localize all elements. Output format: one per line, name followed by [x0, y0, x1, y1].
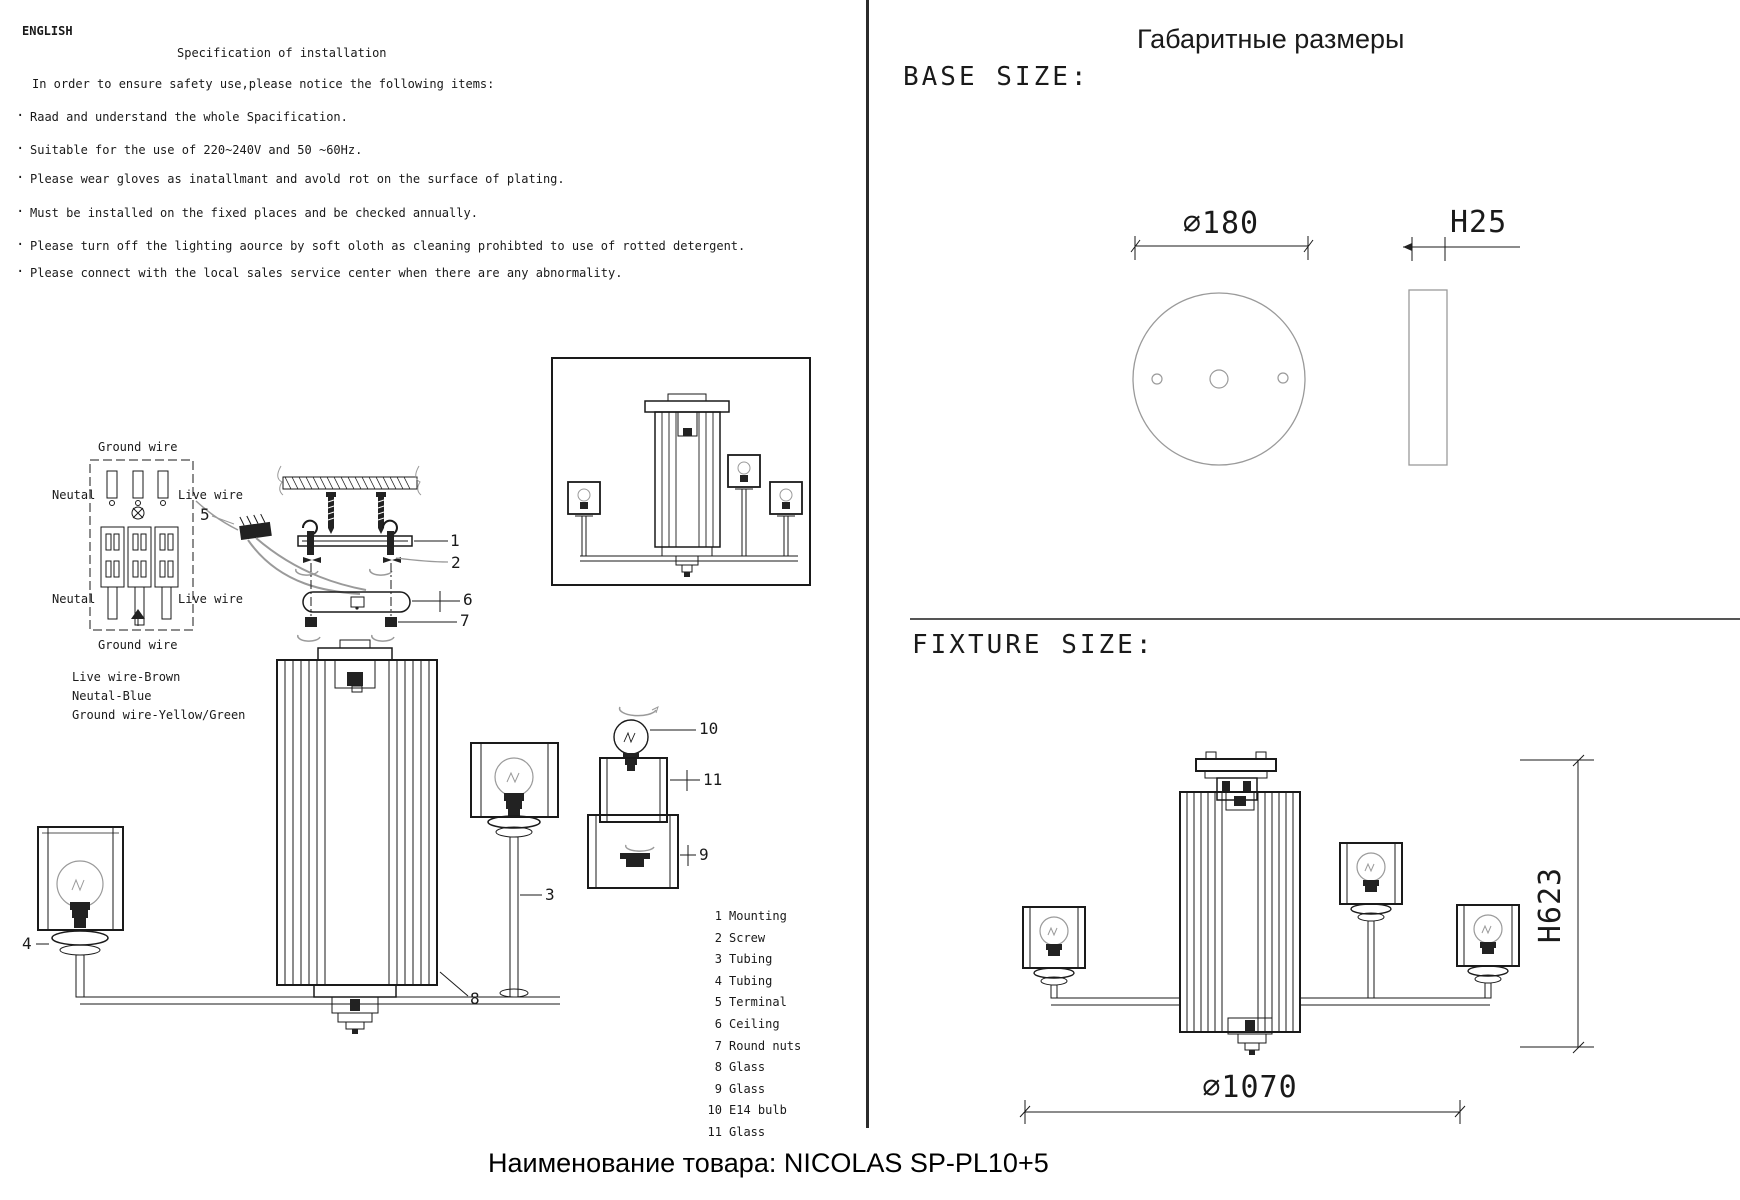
spec-bullet: · Suitable for the use of 220~240V and 50 ~60Hz. [16, 141, 363, 157]
legend-ground-wire: Ground wire-Yellow/Green [72, 708, 246, 722]
mounting-exploded-drawing [278, 466, 460, 641]
bullet-dot: · [16, 170, 25, 186]
neutral-top-label: Neutal [52, 488, 96, 502]
callout-terminal: 5 [200, 505, 210, 524]
bullet-dot: · [16, 237, 25, 253]
parts-list [698, 906, 801, 1144]
terminal-and-wires [196, 501, 366, 594]
language-label: ENGLISH [22, 24, 73, 38]
part-row: 9 Glass [714, 1081, 766, 1096]
bullet-dot: · [16, 204, 25, 220]
ground-wire-top-label: Ground wire [98, 440, 178, 454]
part-row: 3 Tubing [714, 952, 773, 967]
part-row: 10 E14 bulb [707, 1103, 787, 1118]
neutral-bottom-label: Neutal [52, 592, 96, 606]
dimensions-title: Габаритные размеры [1137, 24, 1405, 54]
base-size-drawing [1131, 236, 1520, 465]
callout-glass-11: 11 [703, 770, 723, 789]
spec-title: Specification of installation [177, 46, 387, 60]
part-row: 6 Ceiling [714, 1016, 780, 1031]
spec-bullet: · Please wear gloves as inatallmant and avold rot on the surface of plating. [16, 170, 565, 186]
base-height-dimension: H25 [1450, 205, 1508, 240]
callout-mounting: 1 [450, 531, 460, 550]
section-rule [910, 618, 1740, 620]
assembled-view-inset [552, 358, 810, 585]
callout-tubing-4: 4 [22, 934, 32, 953]
live-bottom-label: Live wire [178, 592, 244, 606]
spec-bullet: · Raad and understand the whole Spacification. [16, 108, 348, 124]
live-top-label: Live wire [178, 488, 244, 502]
part-row: 7 Round nuts [714, 1038, 802, 1053]
part-row: 5 Terminal [714, 995, 787, 1010]
fixture-height-dimension: H623 [1532, 866, 1568, 944]
callout-tubing-3: 3 [545, 885, 555, 904]
fixture-diameter-dimension: ∅1070 [1202, 1070, 1298, 1105]
part-row: 11 Glass [707, 1124, 766, 1139]
part-row: 1 Mounting [714, 909, 787, 923]
ground-wire-bottom-label: Ground wire [98, 638, 178, 652]
callout-glass-9: 9 [699, 845, 709, 864]
part-row: 4 Tubing [714, 973, 773, 988]
base-diameter-dimension: ∅180 [1182, 206, 1260, 241]
callout-ceiling: 6 [463, 590, 473, 609]
legend-neutral-wire: Neutal-Blue [72, 689, 152, 703]
spec-bullet: · Must be installed on the fixed places and be checked annually. [16, 204, 478, 220]
product-name-label: Наименование товара: NICOLAS SP-PL10+5 [488, 1148, 1049, 1178]
fixture-size-heading: FIXTURE SIZE: [912, 630, 1155, 660]
bullet-dot: · [16, 264, 25, 280]
page-divider [866, 0, 869, 1128]
bullet-dot: · [16, 108, 25, 124]
callout-e14-bulb: 10 [699, 719, 719, 738]
base-size-heading: BASE SIZE: [903, 62, 1090, 92]
callout-glass-8: 8 [470, 989, 480, 1008]
spec-bullet: · Please connect with the local sales service center when there are any abnormality. [16, 264, 623, 280]
bullet-dot: · [16, 141, 25, 157]
callout-round-nuts: 7 [460, 611, 470, 630]
legend-live-wire: Live wire-Brown [72, 670, 181, 684]
spec-bullet: · Please turn off the lighting aource by soft oloth as cleaning prohibted to use of rotted detergent. [16, 237, 746, 253]
callout-screw: 2 [451, 553, 461, 572]
part-row: 2 Screw [714, 930, 766, 945]
spec-intro: In order to ensure safety use,please notice the following items: [32, 77, 495, 91]
part-row: 8 Glass [714, 1060, 766, 1075]
